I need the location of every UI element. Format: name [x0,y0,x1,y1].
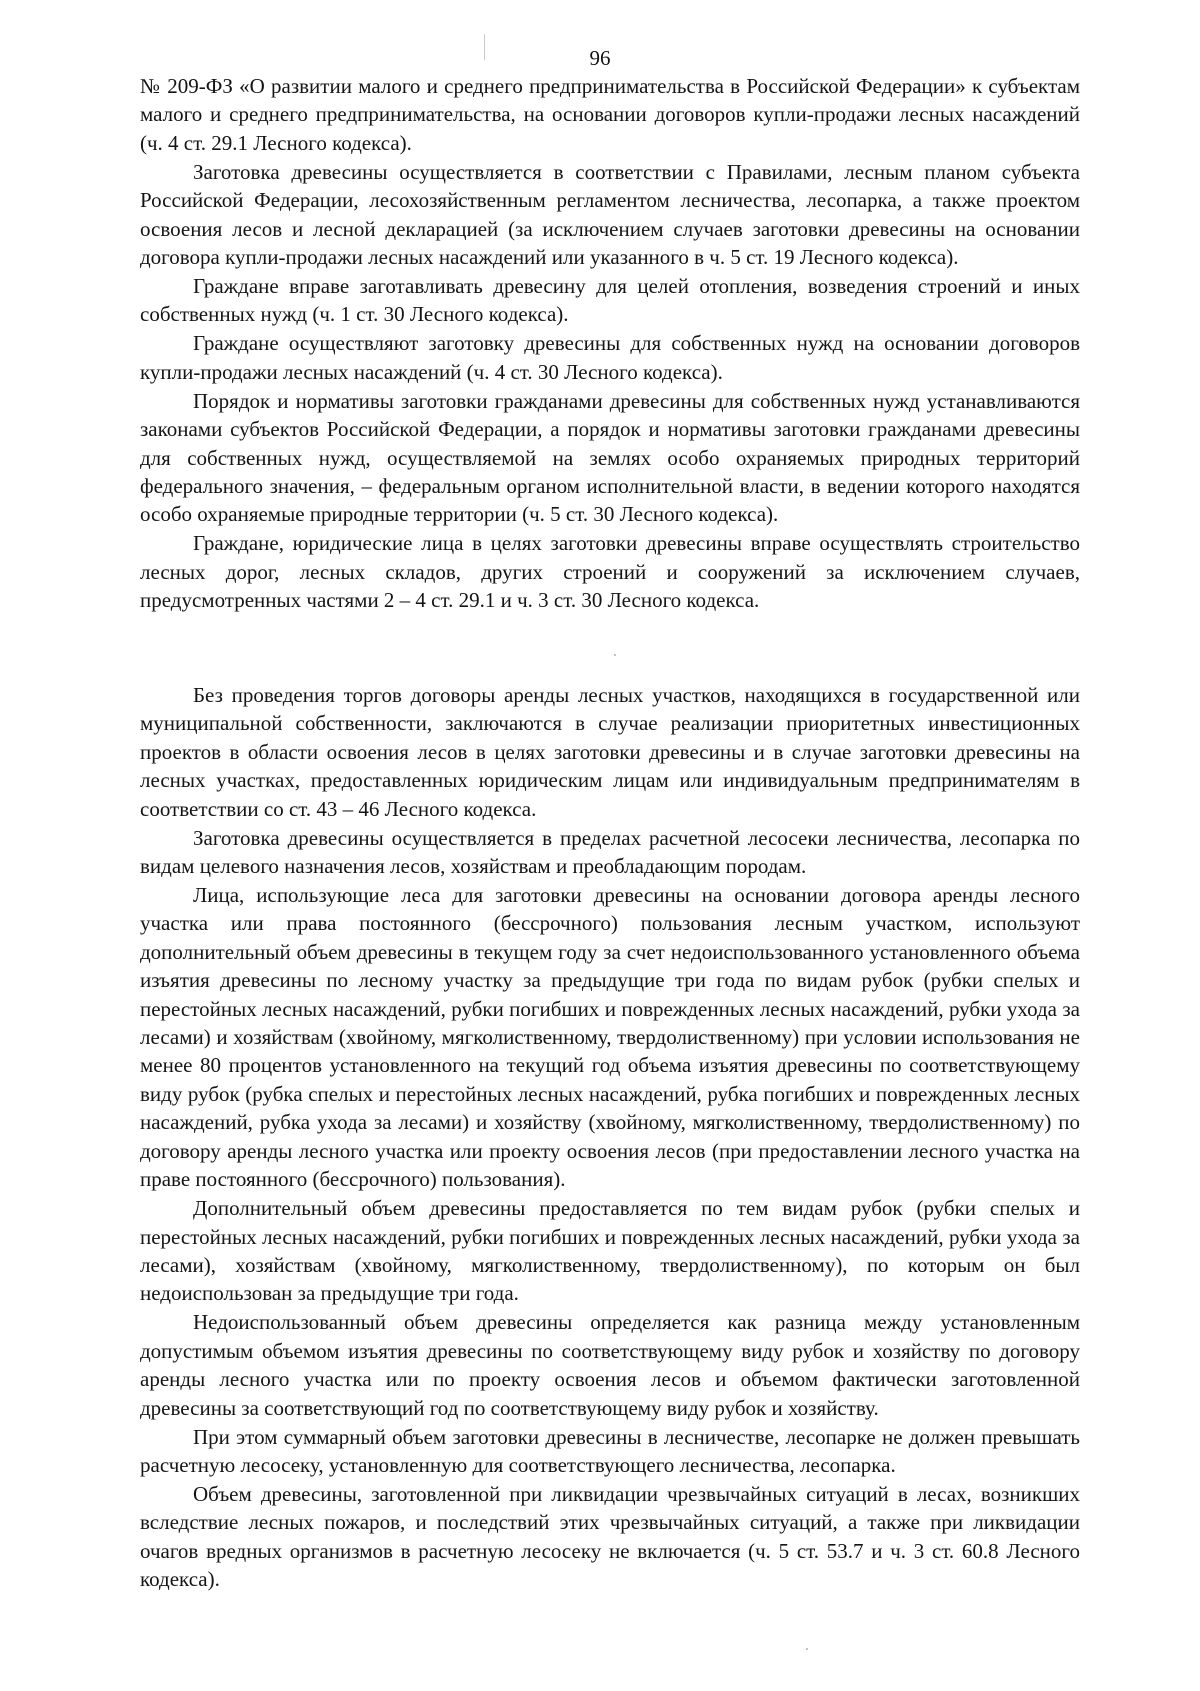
scan-artifact-line [484,34,485,60]
scan-artifact-dot [614,654,616,656]
paragraph: Граждане вправе заготавливать древесину для целей отопления, возведения строений и иных собственных нужд (ч. 1 ст. 30 Лесного кодекса). [140,274,1080,327]
paragraph: Порядок и нормативы заготовки гражданами древесины для собственных нужд устанавливаются законами субъектов Российской Федерации, а порядок и нормативы заготовки гражданами древесины для собственных нужд, осуществляемой на землях особо охраняемых природных территорий федерального значения, – федеральным органом исполнительной власти, в ведении которого находятся особо охраняемые природные территории (ч. 5 ст. 30 Лесного кодекса). [140,388,1080,527]
page-number: 96 [589,46,611,70]
paragraph: Заготовка древесины осуществляется в соответствии с Правилами, лесным планом субъекта Российской Федерации, лесохозяйственным регламентом лесничества, лесопарка, а также проектом освоения лесов и лесной декларацией (за исключением случаев заготовки древесины на основании договора купли-продажи лесных насаждений или указанного в ч. 5 ст. 19 Лесного кодекса). [140,159,1080,270]
paragraph: Заготовка древесины осуществляется в пределах расчетной лесосеки лесничества, лесопарка по видам целевого назначения лесов, хозяйствам и преобладающим породам. [140,825,1080,879]
paragraph: Без проведения торгов договоры аренды лесных участков, находящихся в государственной или муниципальной собственности, заключаются в случае реализации приоритетных инвестиционных проектов в области освоения лесов в целях заготовки древесины и в случае заготовки древесины на лесных участках, предоставленных юридическим лицам или индивидуальным предпринимателям в соответствии со ст. 43 – 46 Лесного кодекса. [140,683,1080,821]
text-block-top [140,72,1080,615]
scan-artifact-dot [806,1648,808,1650]
paragraph: № 209-ФЗ «О развитии малого и среднего предпринимательства в Российской Федерации» к субъектам малого и среднего предпринимательства, на основании договоров купли-продажи лесных насаждений (ч. 4 ст. 29.1 Лесного кодекса). [140,74,1080,155]
paragraph: При этом суммарный объем заготовки древесины в лесничестве, лесопарке не должен превышать расчетную лесосеку, установленную для соответствующего лесничества, лесопарка. [140,1424,1080,1477]
paragraph: Граждане, юридические лица в целях заготовки древесины вправе осуществлять строительство лесных дорог, лесных складов, других строений и сооружений за исключением случаев, предусмотренных частями 2 – 4 ст. 29.1 и ч. 3 ст. 30 Лесного кодекса. [140,531,1080,613]
paragraph: Лица, использующие леса для заготовки древесины на основании договора аренды лесного участка или права постоянного (бессрочного) пользования лесным участком, используют дополнительный объем древесины в текущем году за счет недоиспользованного установленного объема изъятия древесины по лесному участку за предыдущие три года по видам рубок (рубки спелых и перестойных лесных насаждений, рубки погибших и поврежденных лесных насаждений, рубки ухода за лесами) и хозяйствам (хвойному, мягколиственному, твердолиственному) при условии использования не менее 80 процентов установленного на текущий год объема изъятия древесины по соответствующему виду рубок (рубка спелых и перестойных лесных насаждений, рубка погибших и поврежденных лесных насаждений, рубка ухода за лесами) и хозяйству (хвойному, мягколиственному, твердолиственному) по договору аренды лесного участка или проекту освоения лесов (при предоставлении лесного участка на праве постоянного (бессрочного) пользования). [140,883,1080,1192]
paragraph: Недоиспользованный объем древесины определяется как разница между установленным допустимым объемом изъятия древесины по соответствующему виду рубок и хозяйству по договору аренды лесного участка или по проекту освоения лесов и объемом фактически заготовленной древесины за соответствующий год по соответствующему виду рубок и хозяйству. [140,1310,1080,1420]
paragraph: Объем древесины, заготовленной при ликвидации чрезвычайных ситуаций в лесах, возникших вследствие лесных пожаров, и последствий этих чрезвычайных ситуаций, а также при ликвидации очагов вредных организмов в расчетную лесосеку не включается (ч. 5 ст. 53.7 и ч. 3 ст. 60.8 Лесного кодекса). [140,1481,1080,1592]
paragraph: Дополнительный объем древесины предоставляется по тем видам рубок (рубки спелых и перестойных лесных насаждений, рубки погибших и поврежденных лесных насаждений, рубки ухода за лесами), хозяйствам (хвойному, мягколиственному, твердолиственному), по которым он был недоиспользован за предыдущие три года. [140,1196,1080,1306]
text-block-bottom [140,681,1080,1594]
paragraph: Граждане осуществляют заготовку древесины для собственных нужд на основании договоров купли-продажи лесных насаждений (ч. 4 ст. 30 Лесного кодекса). [140,331,1080,384]
